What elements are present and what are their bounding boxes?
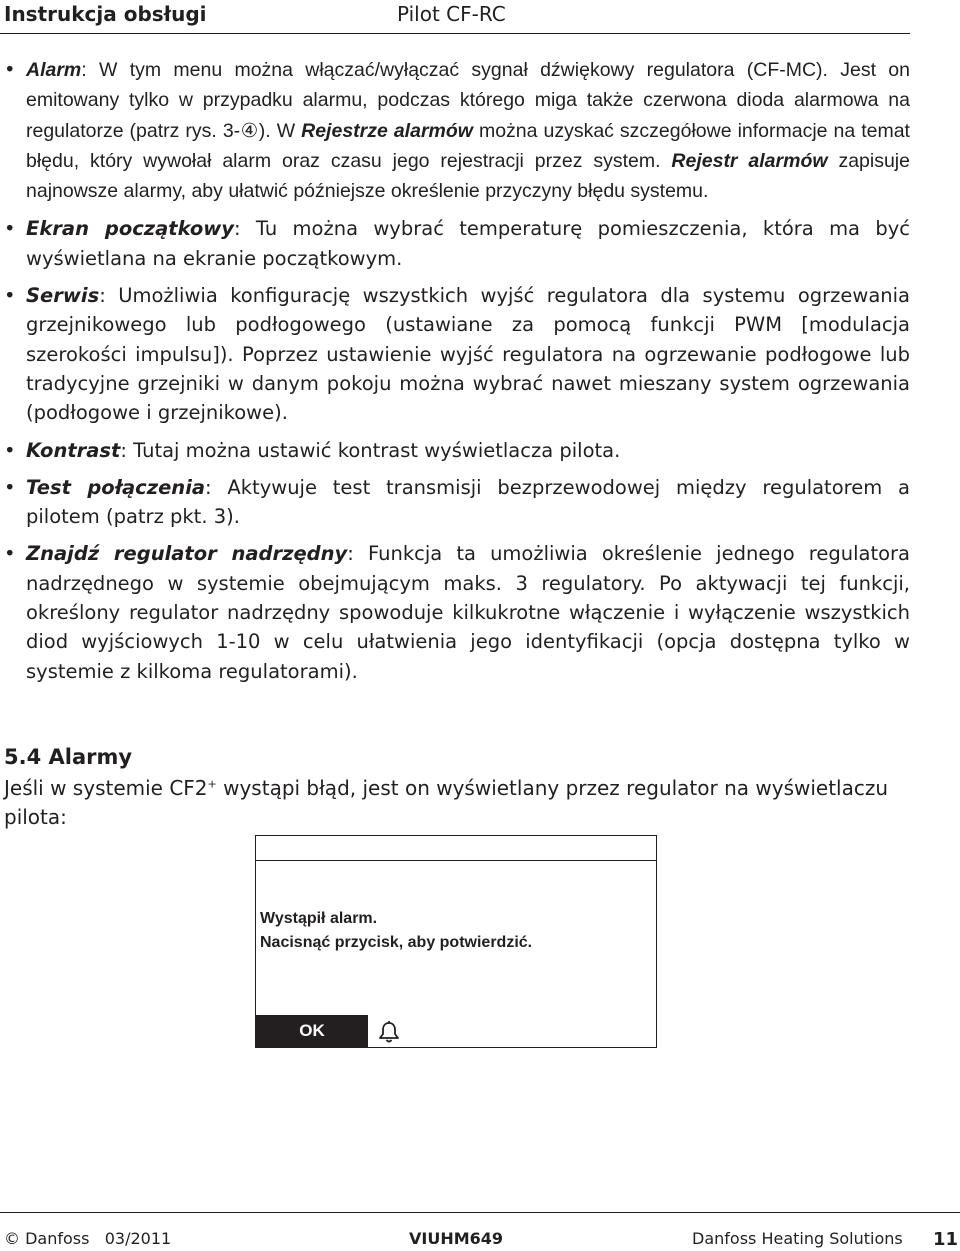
term-alarm: Alarm [26, 59, 82, 81]
confirm-instruction: Nacisnąć przycisk, aby potwierdzić. [260, 934, 533, 951]
alarm-message: Wystąpił alarm. [260, 910, 378, 927]
connection-test-text: Aktywuje test transmisji bezprzewodowej między regulatorem a pilotem (patrz pkt. 3). [26, 475, 910, 529]
list-item-alarm [0, 55, 910, 206]
term-alarm-register: Rejestrze alarmów [301, 119, 473, 142]
bullet-icon: • [4, 58, 16, 81]
section-heading: 5.4 Alarmy [4, 745, 133, 769]
find-master-text: Funkcja ta umożliwia określenie jednego regulatora nadrzędnego w systemie obejmującym maks. 3 regulatory. Po aktywacji tej funkcji, określony regulator nadrzędny spowoduje kilkukrotne włączenie i wyłączenie wszystkich diod wyjściowych 1-10 w celu ułatwienia jego identyfikacji (opcja dostępna tylko w systemie z kilkoma regulatorami). [26, 542, 910, 683]
display-status-bar [256, 836, 656, 861]
list-item-start-screen: • Ekran początkowy: Tu można wybrać temperaturę pomieszczenia, która ma być wyświetlana na ekranie początkowym. [0, 214, 910, 273]
alarm-description: Alarm: W tym menu można włączać/wyłączać sygnał dźwiękowy regulatora (CF-MC). Jest on emitowany tylko w przypadku alarmu, podczas którego miga także czerwona dioda alarmowa na regulatorze (patrz rys. 3-④). W Rejestrze alarmów można uzyskać szczegółowe informacje na temat błędu, który wywołał alarm oraz czasu jego rejestracji przez system. Rejestr alarmów zapisuje najnowsze alarmy, aby ułatwić późniejsze określenie przyczyny błędu systemu. [26, 59, 910, 203]
page-number: 11 [933, 1229, 959, 1250]
list-item-find-master: • Znajdź regulator nadrzędny: Funkcja ta umożliwia określenie jednego regulatora nadrzędnego w systemie obejmującym maks. 3 regulatory. Po aktywacji tej funkcji, określony regulator nadrzędny spowoduje kilkukrotne włączenie i wyłączenie wszystkich diod wyjściowych 1-10 w celu ułatwienia jego identyfikacji (opcja dostępna tylko w systemie z kilkoma regulatorami). [0, 539, 910, 685]
term-service: Serwis [26, 284, 100, 308]
term-connection-test: Test połączenia [26, 475, 206, 499]
menu-options-list [0, 55, 910, 686]
start-screen-text: Tu można wybrać temperaturę pomieszczenia, która ma być wyświetlana na ekranie początkowym. [26, 217, 910, 270]
bullet-icon: • [4, 438, 16, 462]
bell-icon [378, 1020, 400, 1044]
bullet-icon: • [4, 284, 16, 308]
section-text: Jeśli w systemie CF2+ wystąpi błąd, jest on wyświetlany przez regulator na wyświetlaczu pilota: [4, 776, 889, 829]
footer-copyright-date: © Danfoss 03/2011 [4, 1229, 172, 1248]
term-contrast: Kontrast [26, 438, 121, 462]
term-alarm-register-2: Rejestr alarmów [671, 149, 828, 172]
bullet-icon: • [4, 217, 16, 241]
list-item-contrast: • Kontrast: Tutaj można ustawić kontrast wyświetlacza pilota. [0, 436, 910, 465]
bullet-icon: • [4, 542, 16, 566]
alarm-text-2: można uzyskać szczegółowe informacje na temat błędu, który wywołał alarm oraz czasu jego rejestracji przez system. [26, 119, 910, 172]
remote-display-screen [255, 835, 657, 1048]
main-content [0, 55, 910, 686]
contrast-text: Tutaj można ustawić kontrast wyświetlacza pilota. [133, 438, 621, 462]
ok-button[interactable]: OK [256, 1015, 368, 1047]
superscript-plus: + [207, 777, 217, 791]
list-item-connection-test: • Test połączenia: Aktywuje test transmisji bezprzewodowej między regulatorem a pilotem (patrz pkt. 3). [0, 473, 910, 532]
footer-company: Danfoss Heating Solutions [692, 1229, 903, 1248]
page-footer [0, 1212, 960, 1251]
alarm-text-1: W tym menu można włączać/wyłączać sygnał dźwiękowy regulatora (CF-MC). Jest on emitowany tylko w przypadku alarmu, podczas którego miga także czerwona dioda alarmowa na regulatorze (patrz rys. 3-④). W [26, 59, 910, 142]
alarm-text-3: zapisuje najnowsze alarmy, aby ułatwić późniejsze określenie przyczyny błędu systemu. [26, 149, 910, 203]
footer-document-code: VIUHM649 [409, 1229, 504, 1248]
header-title: Instrukcja obsługi [4, 2, 207, 26]
header-model: Pilot CF-RC [397, 2, 506, 26]
page-header [0, 0, 910, 34]
bullet-icon: • [4, 475, 16, 499]
term-find-master: Znajdź regulator nadrzędny [26, 542, 348, 566]
term-start-screen: Ekran początkowy [26, 217, 235, 241]
list-item-service: • Serwis: Umożliwia konfigurację wszystkich wyjść regulatora dla systemu ogrzewania grzejnikowego lub podłogowego (ustawiane za pomocą funkcji PWM [modulacja szerokości impulsu]). Poprzez ustawienie wyjść regulatora na ogrzewanie podłogowe lub tradycyjne grzejniki w danym pokoju można wybrać nawet mieszany system ogrzewania (podłogowe i grzejnikowe). [0, 281, 910, 427]
service-text: Umożliwia konfigurację wszystkich wyjść regulatora dla systemu ogrzewania grzejnikowego lub podłogowego (ustawiane za pomocą funkcji PWM [modulacja szerokości impulsu]). Poprzez ustawienie wyjść regulatora na ogrzewanie podłogowe lub tradycyjne grzejniki w danym pokoju można wybrać nawet mieszany system ogrzewania (podłogowe i grzejnikowe). [26, 284, 910, 425]
